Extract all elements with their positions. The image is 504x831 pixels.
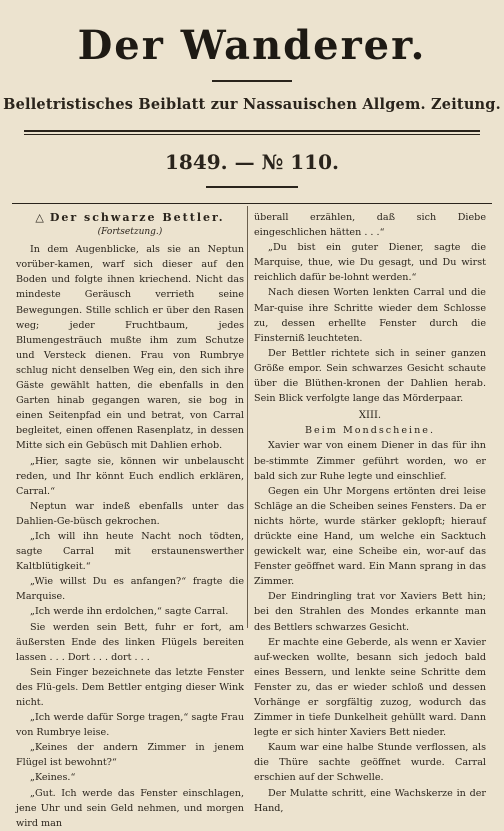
- masthead-title: Der Wanderer.: [77, 22, 427, 69]
- left-column: [16, 210, 244, 831]
- issue-rule: [206, 186, 298, 188]
- masthead-rule-bottom: [24, 130, 480, 132]
- paragraph: „Gut. Ich werde das Fenster einschlagen, jene Uhr und sein Geld nehmen, und morgen wird man: [16, 787, 244, 829]
- chapter-title: Beim Mondscheine.: [305, 425, 435, 437]
- paragraph: Gegen ein Uhr Morgens ertönten drei leise Schläge an die Scheiben seines Fensters. Da er nichts hörte, wurde stärker geklopft; hierauf drückte eine Hand, um welche ein Sacktuch gewickelt war, eine Scheibe ein, wor-auf das Fenster geöffnet ward. Ein Mann sprang in das Zimmer.: [254, 485, 486, 588]
- paragraph: Nach diesen Worten lenkten Carral und die Mar-quise ihre Schritte wieder dem Schlosse zu, dessen erhellte Fenster durch die Finsterniß leuchteten.: [254, 287, 486, 344]
- paragraph: „Ich werde dafür Sorge tragen,“ sagte Frau von Rumbrye leise.: [16, 712, 244, 739]
- masthead-rule-top: [212, 80, 292, 82]
- paragraph: „Wie willst Du es anfangen?“ fragte die Marquise.: [16, 576, 244, 603]
- paragraph: überall erzählen, daß sich Diebe eingeschlichen hätten . . .“: [254, 212, 486, 239]
- paragraph: Xavier war von einem Diener in das für ihn be-stimmte Zimmer geführt worden, wo er bald sich zur Ruhe legte und einschlief.: [254, 440, 486, 482]
- article-title: Der schwarze Bettler.: [49, 211, 225, 224]
- paragraph: Sein Finger bezeichnete das letzte Fenster des Flü-gels. Dem Bettler entging dieser Wink nicht.: [16, 666, 244, 708]
- issue-number: 1849. — № 110.: [165, 150, 339, 174]
- content-rule: [12, 203, 492, 204]
- article-heading: [16, 210, 244, 225]
- masthead-rule-bottom-thin: [24, 134, 480, 135]
- triangle-icon: △: [35, 211, 46, 224]
- continuation-note: (Fortsetzung.): [97, 227, 163, 238]
- paragraph: In dem Augenblicke, als sie an Neptun vorüber-kamen, warf sich dieser auf den Boden und folgte ihnen kriechend. Nicht das mindeste Geräusch verrieth seine Bewegungen. Stille schlich er über den Rasen weg; jeder Fruchtbaum, jedes Blumengesträuch mußte ihm zum Schutze und Versteck dienen. Frau von Rumbrye schlug nicht denselben Weg ein, den sich ihre Gäste gewählt hatten, die ebenfalls in den Garten hinab gegangen waren, sie bog in einen Seitenpfad ein und betrat, von Carral begleitet, einen offenen Rasenplatz, in dessen Mitte sich ein Gebüsch mit Dahlien erhob.: [16, 244, 244, 452]
- paragraph: „Keines.“: [30, 772, 76, 784]
- paragraph: Der Bettler richtete sich in seiner ganzen Größe empor. Sein schwarzes Gesicht schaute über die Blüthen-kronen der Dahlien herab. Sein Blick verfolgte lange das Mörderpaar.: [254, 347, 486, 405]
- paragraph: „Hier, sagte sie, können wir unbelauscht reden, und Ihr könnt Euch endlich erklären, Carral.“: [16, 455, 244, 497]
- chapter-number: XIII.: [358, 410, 382, 422]
- paragraph: Neptun war indeß ebenfalls unter das Dahlien-Ge-büsch gekrochen.: [16, 500, 244, 527]
- right-column: [254, 210, 486, 816]
- paragraph: Sie werden sein Bett, fuhr er fort, am äußersten Ende des linken Flügels bereiten lassen . . . Dort . . . dort . . .: [16, 621, 244, 663]
- paragraph: Er machte eine Geberde, als wenn er Xavier auf-wecken wollte, besann sich jedoch bald eines Bessern, und lenkte seine Schritte dem Fenster zu, das er wieder schloß und dessen Vorhänge er sorgfältig zuzog, wodurch das Zimmer in tiefe Dunkelheit gehüllt ward. Dann legte er sich hinter Xaviers Bett nieder.: [254, 636, 486, 739]
- column-divider: [247, 206, 248, 628]
- paragraph: „Ich will ihn heute Nacht noch tödten, sagte Carral mit erstaunenswerther Kaltblütigkeit.“: [16, 530, 244, 573]
- paragraph: „Ich werde ihn erdolchen,“ sagte Carral.: [30, 606, 229, 618]
- paragraph: Kaum war eine halbe Stunde verflossen, als die Thüre sachte geöffnet wurde. Carral erschien auf der Schwelle.: [254, 742, 486, 784]
- paragraph: Der Mulatte schritt, eine Wachskerze in der Hand,: [254, 787, 486, 814]
- masthead-subtitle: Belletristisches Beiblatt zur Nassauischen Allgem. Zeitung.: [3, 96, 501, 113]
- paragraph: „Du bist ein guter Diener, sagte die Marquise, thue, wie Du gesagt, und Du wirst reichlich dafür be-lohnt werden.“: [254, 242, 486, 284]
- paragraph: Der Eindringling trat vor Xaviers Bett hin; bei den Strahlen des Mondes erkannte man des Bettlers schwarzes Gesicht.: [254, 591, 486, 633]
- paragraph: „Keines der andern Zimmer in jenem Flügel ist bewohnt?“: [16, 742, 244, 769]
